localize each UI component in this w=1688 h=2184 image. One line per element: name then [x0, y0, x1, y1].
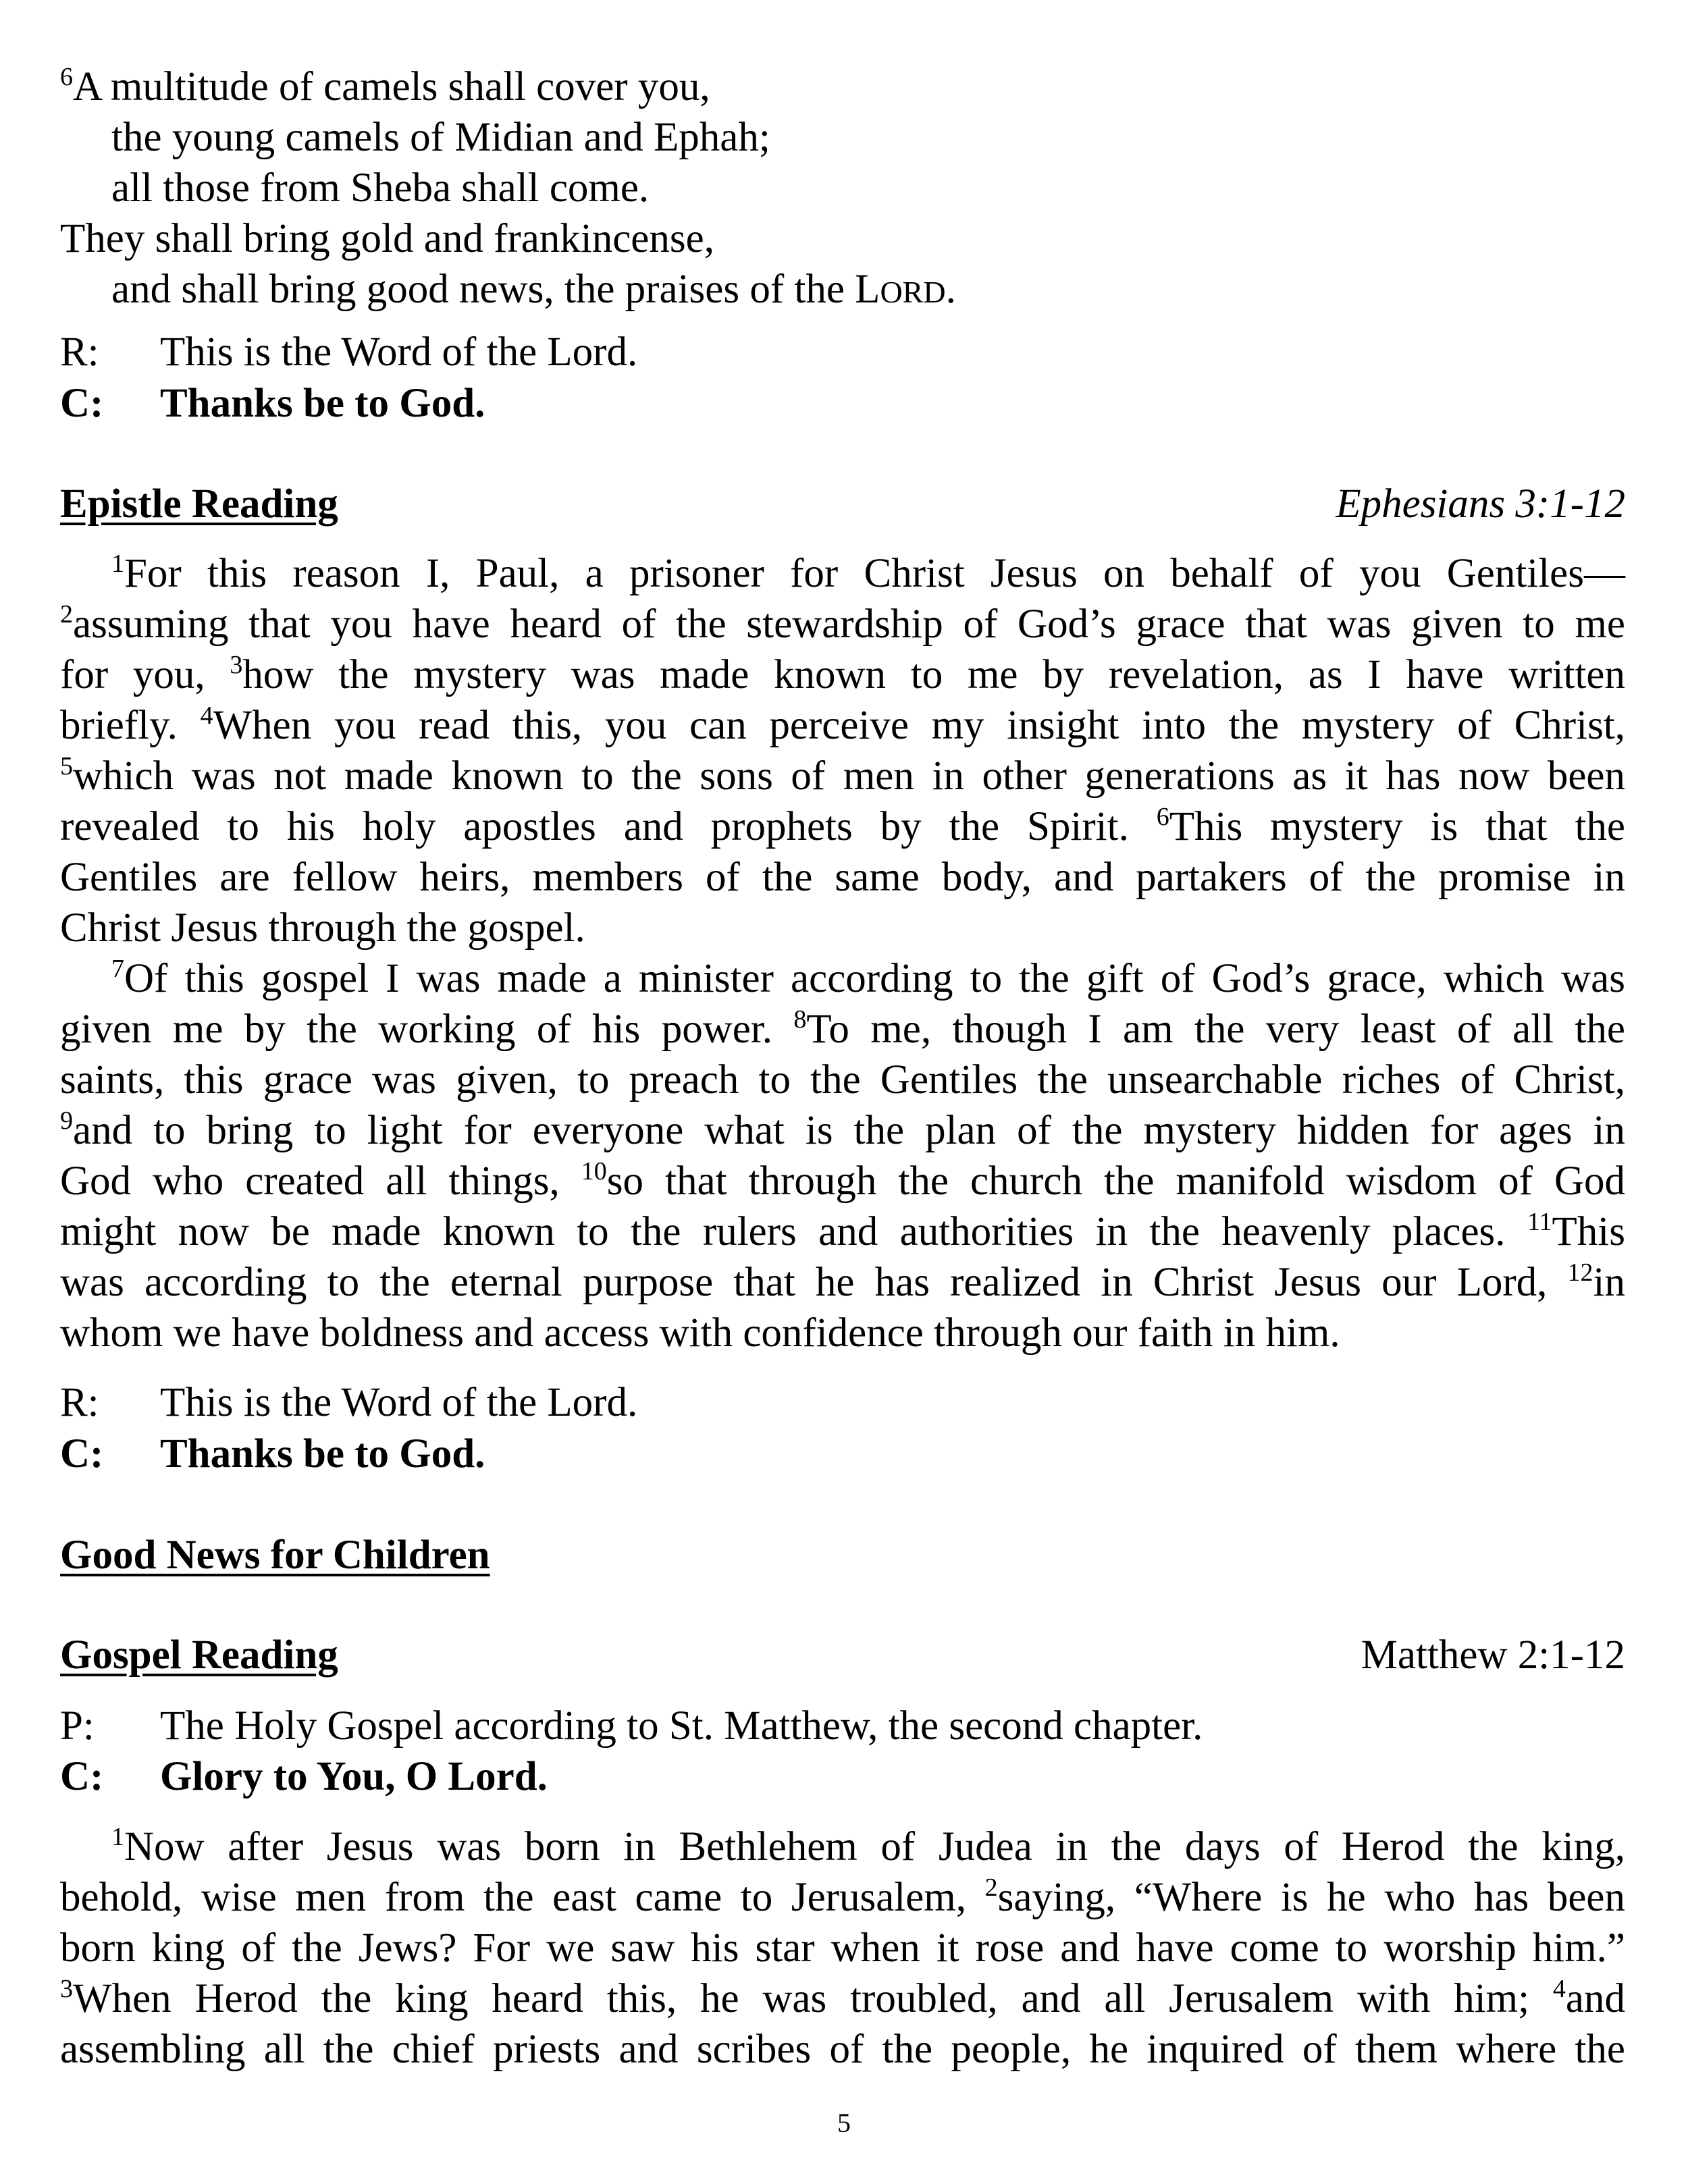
- verse-number: 2: [60, 600, 73, 629]
- text-line: [60, 61, 1625, 112]
- gospel-congregation-response: [60, 1751, 548, 1802]
- text-segment: They shall bring gold and frankincense,: [60, 216, 714, 261]
- text-segment: saying, “Where is he who has been: [997, 1875, 1625, 1920]
- text-line: [60, 264, 1625, 315]
- response-text: Thanks be to God.: [160, 1431, 485, 1476]
- text-line: [60, 649, 1625, 700]
- epistle-response-reader: [60, 1377, 637, 1428]
- speaker-label: R:: [60, 329, 99, 375]
- verse-number: 5: [60, 752, 73, 780]
- text-segment: whom we have boldness and access with confidence through our faith in him.: [60, 1310, 1340, 1356]
- text-segment: Gentiles are fellow heirs, members of the same body, and partakers of the promise in: [60, 855, 1625, 900]
- text-line: [60, 599, 1625, 649]
- text-segment: behold, wise men from the east came to Jerusalem,: [60, 1875, 985, 1920]
- verse-number: 9: [60, 1107, 73, 1135]
- text-segment: When Herod the king heard this, he was troubled, and all Jerusalem with him;: [73, 1976, 1553, 2021]
- page-number: 5: [837, 2108, 851, 2138]
- verse-number: 4: [200, 701, 213, 730]
- epistle-heading: Epistle Reading: [60, 481, 338, 527]
- verse-number: 12: [1567, 1258, 1593, 1287]
- response-text: Glory to You, O Lord.: [160, 1754, 548, 1799]
- response-text: The Holy Gospel according to St. Matthew, the second chapter.: [160, 1703, 1203, 1749]
- text-line: [60, 1821, 1625, 1872]
- text-segment: so that through the church the manifold wisdom of God: [606, 1158, 1625, 1204]
- text-segment: all those from Sheba shall come.: [111, 165, 650, 211]
- gospel-announcement: [60, 1701, 1203, 1751]
- gospel-text: [60, 1821, 1625, 2075]
- text-line: [60, 1923, 1625, 1973]
- text-segment: .: [945, 267, 956, 312]
- text-segment: This mystery is that the: [1169, 804, 1626, 849]
- response-text: This is the Word of the Lord.: [160, 1380, 638, 1425]
- epistle-response-congregation: [60, 1429, 485, 1479]
- verse-number: 8: [793, 1005, 807, 1034]
- speaker-label: P:: [60, 1703, 95, 1749]
- text-line: [60, 903, 1625, 953]
- small-caps-word: LORD: [855, 267, 946, 312]
- text-line: [60, 953, 1625, 1004]
- verse-number: 4: [1552, 1975, 1566, 2003]
- verse-number: 3: [60, 1975, 73, 2003]
- text-segment: For this reason I, Paul, a prisoner for Christ Jesus on behalf of you Gentiles—: [124, 551, 1625, 596]
- text-line: [60, 801, 1625, 852]
- text-segment: assuming that you have heard of the stewardship of God’s grace that was given to me: [73, 602, 1625, 647]
- text-line: [60, 852, 1625, 903]
- response-reader: [60, 327, 637, 377]
- response-congregation: [60, 378, 485, 429]
- text-line: [60, 751, 1625, 801]
- text-segment: which was not made known to the sons of men in other generations as it has now been: [73, 753, 1625, 799]
- text-segment: To me, though I am the very least of all the: [806, 1007, 1625, 1052]
- text-segment: saints, this grace was given, to preach to the Gentiles the unsearchable riches of Christ,: [60, 1057, 1625, 1102]
- text-line: [60, 2024, 1625, 2075]
- verse-number: 11: [1527, 1208, 1552, 1236]
- text-segment: born king of the Jews? For we saw his star when it rose and have come to worship him.”: [60, 1925, 1625, 1971]
- text-segment: briefly.: [60, 703, 201, 748]
- text-line: [60, 112, 1625, 163]
- epistle-reference: Ephesians 3:1-12: [1336, 481, 1625, 527]
- text-line: [60, 548, 1625, 599]
- text-segment: assembling all the chief priests and scribes of the people, he inquired of them where the: [60, 2027, 1625, 2072]
- speaker-label: C:: [60, 381, 104, 426]
- text-line: [60, 1004, 1625, 1055]
- verse-number: 3: [230, 651, 243, 679]
- text-line: [60, 1973, 1625, 2024]
- response-text: This is the Word of the Lord.: [160, 329, 638, 375]
- text-segment: for you,: [60, 652, 230, 697]
- verse-number: 1: [111, 1823, 124, 1851]
- text-segment: This: [1552, 1209, 1625, 1254]
- text-segment: revealed to his holy apostles and prophets by the Spirit.: [60, 804, 1157, 849]
- gospel-heading: Gospel Reading: [60, 1632, 338, 1678]
- text-line: [60, 1308, 1625, 1358]
- verse-number: 10: [581, 1157, 607, 1186]
- isaiah-poem: [60, 61, 1625, 315]
- text-line: [60, 700, 1625, 751]
- text-segment: When you read this, you can perceive my insight into the mystery of Christ,: [213, 703, 1626, 748]
- verse-number: 7: [111, 955, 124, 983]
- text-line: [60, 163, 1625, 213]
- response-text: Thanks be to God.: [160, 381, 485, 426]
- text-line: [60, 1055, 1625, 1105]
- gospel-reference: Matthew 2:1-12: [1361, 1632, 1625, 1678]
- text-line: [60, 1872, 1625, 1923]
- text-line: [60, 1156, 1625, 1206]
- text-segment: in: [1593, 1260, 1625, 1305]
- speaker-label: R:: [60, 1380, 99, 1425]
- epistle-text: [60, 548, 1625, 1358]
- text-segment: and to bring to light for everyone what is the plan of the mystery hidden for ages in: [73, 1108, 1625, 1153]
- text-segment: the young camels of Midian and Ephah;: [111, 115, 770, 160]
- text-segment: Christ Jesus through the gospel.: [60, 905, 585, 951]
- text-segment: and: [1565, 1976, 1625, 2021]
- speaker-label: C:: [60, 1754, 104, 1799]
- verse-number: 6: [1156, 803, 1169, 831]
- text-line: [60, 1105, 1625, 1156]
- text-segment: Now after Jesus was born in Bethlehem of Judea in the days of Herod the king,: [124, 1824, 1625, 1869]
- text-segment: was according to the eternal purpose that he has realized in Christ Jesus our Lord,: [60, 1260, 1568, 1305]
- speaker-label: C:: [60, 1431, 104, 1476]
- text-segment: might now be made known to the rulers and authorities in the heavenly places.: [60, 1209, 1527, 1254]
- text-segment: A multitude of camels shall cover you,: [73, 64, 710, 109]
- text-segment: given me by the working of his power.: [60, 1007, 794, 1052]
- children-heading: Good News for Children: [60, 1533, 490, 1578]
- text-segment: how the mystery was made known to me by revelation, as I have written: [242, 652, 1625, 697]
- text-segment: and shall bring good news, the praises of the: [111, 267, 855, 312]
- verse-number: 1: [111, 550, 124, 578]
- text-segment: God who created all things,: [60, 1158, 581, 1204]
- text-line: [60, 1206, 1625, 1257]
- verse-number: 6: [60, 63, 73, 91]
- text-segment: Of this gospel I was made a minister according to the gift of God’s grace, which was: [124, 956, 1625, 1001]
- text-line: [60, 213, 1625, 264]
- text-line: [60, 1257, 1625, 1308]
- verse-number: 2: [984, 1873, 998, 1902]
